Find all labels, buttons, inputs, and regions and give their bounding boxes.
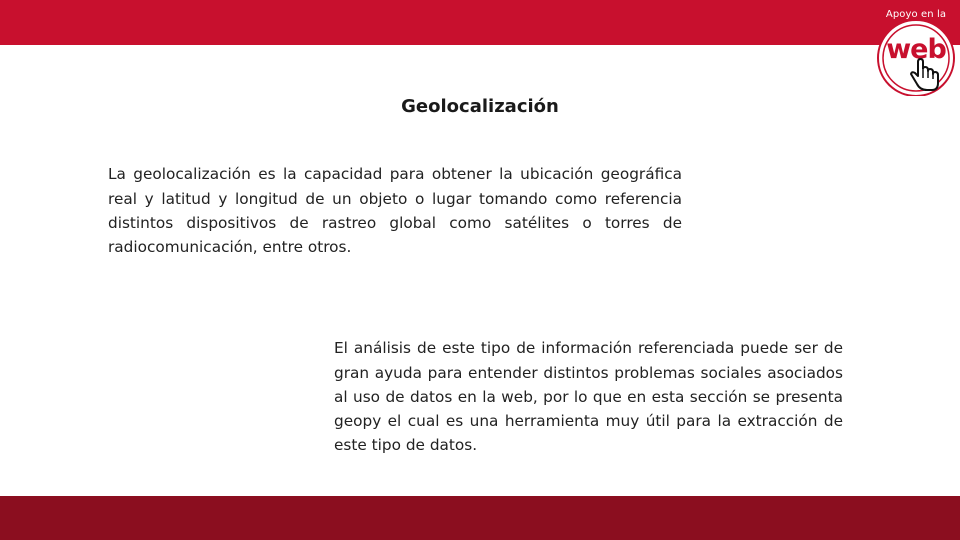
apoyo-en-la-web-logo — [872, 4, 960, 96]
logo-word: web — [886, 34, 946, 65]
bottom-banner — [0, 496, 960, 540]
top-banner — [0, 0, 960, 45]
geopy-paragraph: El análisis de este tipo de información referenciada puede ser de gran ayuda para entender distintos problemas sociales asociados al uso de datos en la web, por lo que en esta sección se presenta geopy el cual es una herramienta muy útil para la extracción de este tipo de datos. — [334, 339, 843, 455]
hand-cursor-icon — [872, 4, 960, 96]
logo-caption: Apoyo en la — [885, 9, 947, 20]
slide-title: Geolocalización — [401, 96, 559, 117]
intro-paragraph: La geolocalización es la capacidad para obtener la ubicación geográfica real y latitud y longitud de un objeto o lugar tomando como referencia distintos dispositivos de rastreo global como satélites o torres de radiocomunicación, entre otros. — [108, 165, 682, 256]
